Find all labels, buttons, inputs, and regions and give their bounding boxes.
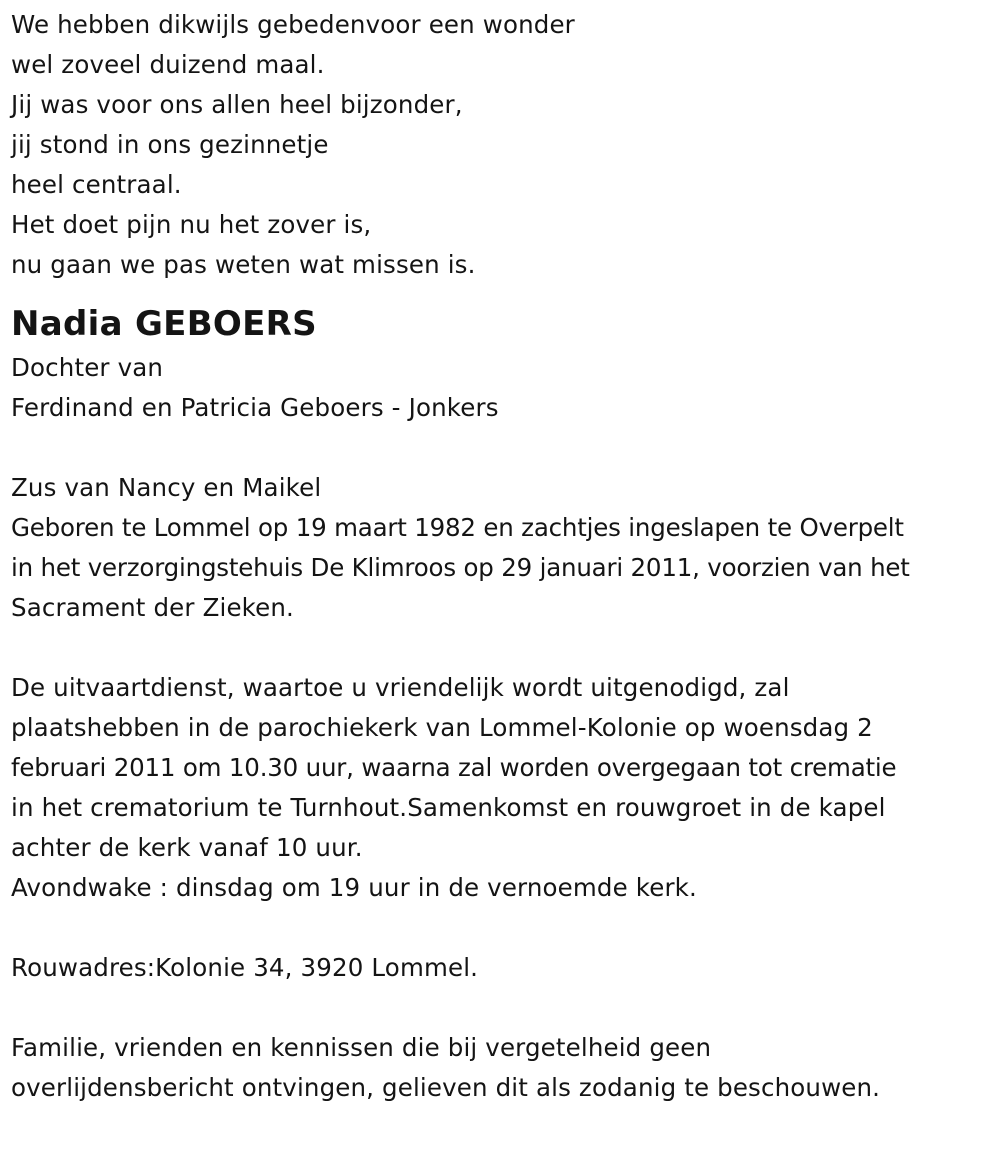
funeral-line: februari 2011 om 10.30 uur, waarna zal worden overgegaan tot crematie (11, 753, 897, 782)
poem-line: heel centraal. (11, 170, 182, 199)
paragraph-gap (11, 908, 996, 948)
closing-line: overlijdensbericht ontvingen, gelieven dit als zodanig te beschouwen. (11, 1073, 881, 1102)
obituary-notice (11, 5, 996, 1108)
siblings-birth-section (11, 468, 996, 628)
closing-section (11, 1028, 996, 1108)
siblings-birth-line: in het verzorgingstehuis De Klimroos op 29 januari 2011, voorzien van het (11, 553, 910, 582)
poem-line: Jij was voor ons allen heel bijzonder, (11, 90, 463, 119)
mourning-address: Rouwadres:Kolonie 34, 3920 Lommel. (11, 953, 479, 982)
siblings-birth-line: Zus van Nancy en Maikel (11, 473, 322, 502)
funeral-line: De uitvaartdienst, waartoe u vriendelijk wordt uitgenodigd, zal (11, 673, 790, 702)
closing-line: Familie, vrienden en kennissen die bij vergetelheid geen (11, 1033, 712, 1062)
paragraph-gap (11, 988, 996, 1028)
funeral-line: Avondwake : dinsdag om 19 uur in de vernoemde kerk. (11, 873, 697, 902)
poem-line: Het doet pijn nu het zover is, (11, 210, 372, 239)
paragraph-gap (11, 428, 996, 468)
paragraph-gap (11, 628, 996, 668)
parents-section (11, 348, 996, 428)
siblings-birth-line: Geboren te Lommel op 19 maart 1982 en zachtjes ingeslapen te Overpelt (11, 513, 904, 542)
siblings-birth-line: Sacrament der Zieken. (11, 593, 294, 622)
funeral-section (11, 668, 996, 908)
memorial-poem (11, 5, 996, 285)
poem-line: nu gaan we pas weten wat missen is. (11, 250, 476, 279)
poem-line: We hebben dikwijls gebedenvoor een wonder (11, 10, 575, 39)
funeral-line: achter de kerk vanaf 10 uur. (11, 833, 363, 862)
funeral-line: plaatshebben in de parochiekerk van Lommel-Kolonie op woensdag 2 (11, 713, 873, 742)
poem-line: jij stond in ons gezinnetje (11, 130, 329, 159)
funeral-line: in het crematorium te Turnhout.Samenkomst en rouwgroet in de kapel (11, 793, 886, 822)
parents-line: Ferdinand en Patricia Geboers - Jonkers (11, 393, 499, 422)
deceased-name: Nadia GEBOERS (11, 304, 317, 344)
poem-line: wel zoveel duizend maal. (11, 50, 325, 79)
parents-line: Dochter van (11, 353, 164, 382)
